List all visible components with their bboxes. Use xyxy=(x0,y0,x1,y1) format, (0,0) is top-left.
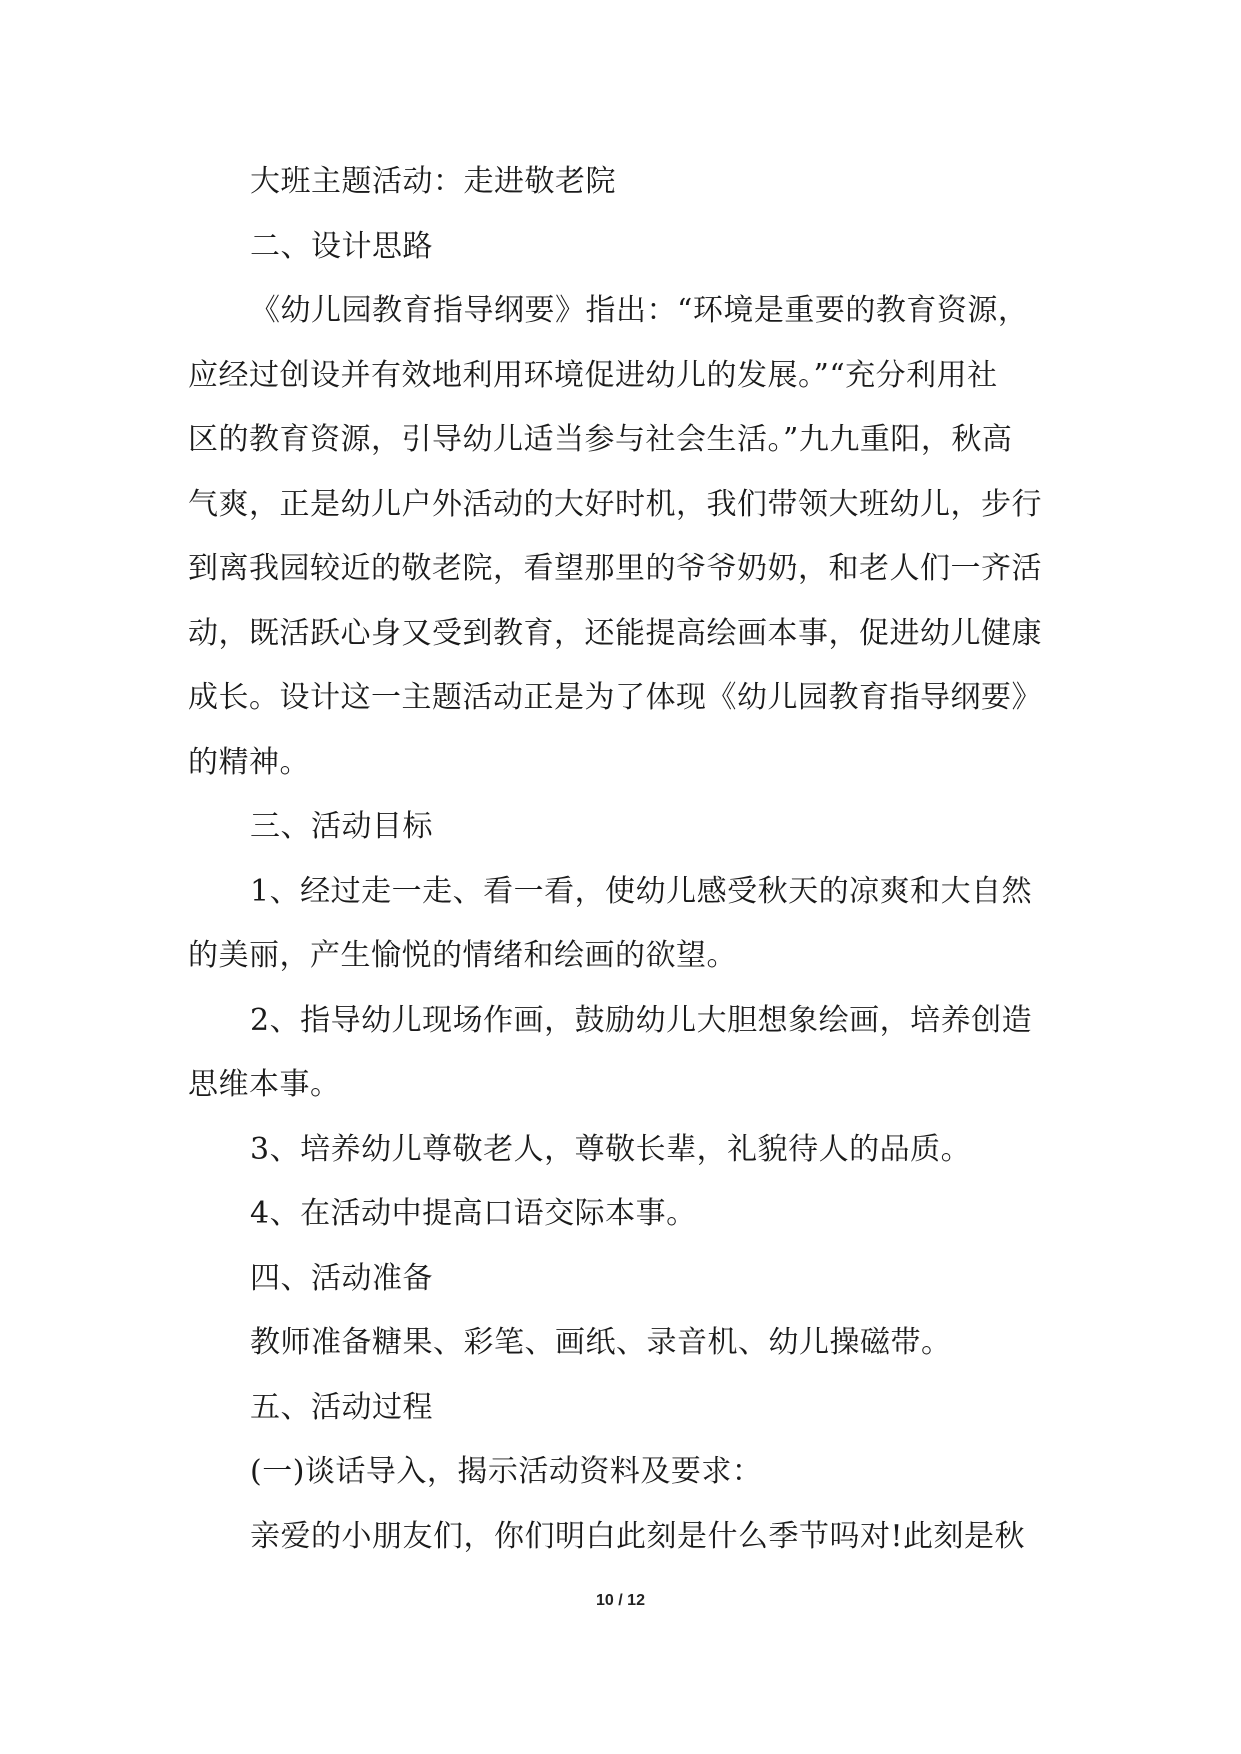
goal-item-3: 3、培养幼儿尊敬老人，尊敬长辈，礼貌待人的品质。 xyxy=(250,1131,972,1167)
paragraph-line: 气爽，正是幼儿户外活动的大好时机，我们带领大班幼儿，步行 xyxy=(188,486,1042,522)
page-number: 10 / 12 xyxy=(596,1592,645,1609)
process-step-1: (一)谈话导入，揭示活动资料及要求： xyxy=(250,1454,763,1489)
process-text: 亲爱的小朋友们，你们明白此刻是什么季节吗对!此刻是秋 xyxy=(250,1518,1026,1554)
document-body xyxy=(188,150,1068,1569)
section-heading-goals: 三、活动目标 xyxy=(250,809,433,844)
section-heading-preparation: 四、活动准备 xyxy=(250,1260,433,1296)
paragraph-line: 《幼儿园教育指导纲要》指出：“环境是重要的教育资源， xyxy=(250,293,1029,328)
paragraph-line: 到离我园较近的敬老院，看望那里的爷爷奶奶，和老人们一齐活 xyxy=(188,551,1042,586)
section-heading-design: 二、设计思路 xyxy=(250,228,433,264)
goal-item-1-cont: 的美丽，产生愉悦的情绪和绘画的欲望。 xyxy=(188,938,737,973)
paragraph-line: 动，既活跃心身又受到教育，还能提高绘画本事，促进幼儿健康 xyxy=(188,615,1042,651)
goal-item-1: 1、经过走一走、看一看，使幼儿感受秋天的凉爽和大自然 xyxy=(250,873,1033,909)
goal-item-2: 2、指导幼儿现场作画，鼓励幼儿大胆想象绘画，培养创造 xyxy=(250,1002,1033,1038)
goal-item-4: 4、在活动中提高口语交际本事。 xyxy=(250,1196,697,1231)
paragraph-line: 成长。设计这一主题活动正是为了体现《幼儿园教育指导纲要》 xyxy=(188,680,1042,715)
section-heading-process: 五、活动过程 xyxy=(250,1389,433,1425)
preparation-text: 教师准备糖果、彩笔、画纸、录音机、幼儿操磁带。 xyxy=(250,1325,952,1360)
paragraph-line: 应经过创设并有效地利用环境促进幼儿的发展。”“充分利用社 xyxy=(188,357,998,393)
paragraph-line: 的精神。 xyxy=(188,744,310,780)
heading-activity-title: 大班主题活动：走进敬老院 xyxy=(250,164,616,199)
paragraph-line: 区的教育资源，引导幼儿适当参与社会生活。”九九重阳，秋高 xyxy=(188,422,1013,457)
goal-item-2-cont: 思维本事。 xyxy=(188,1067,341,1102)
